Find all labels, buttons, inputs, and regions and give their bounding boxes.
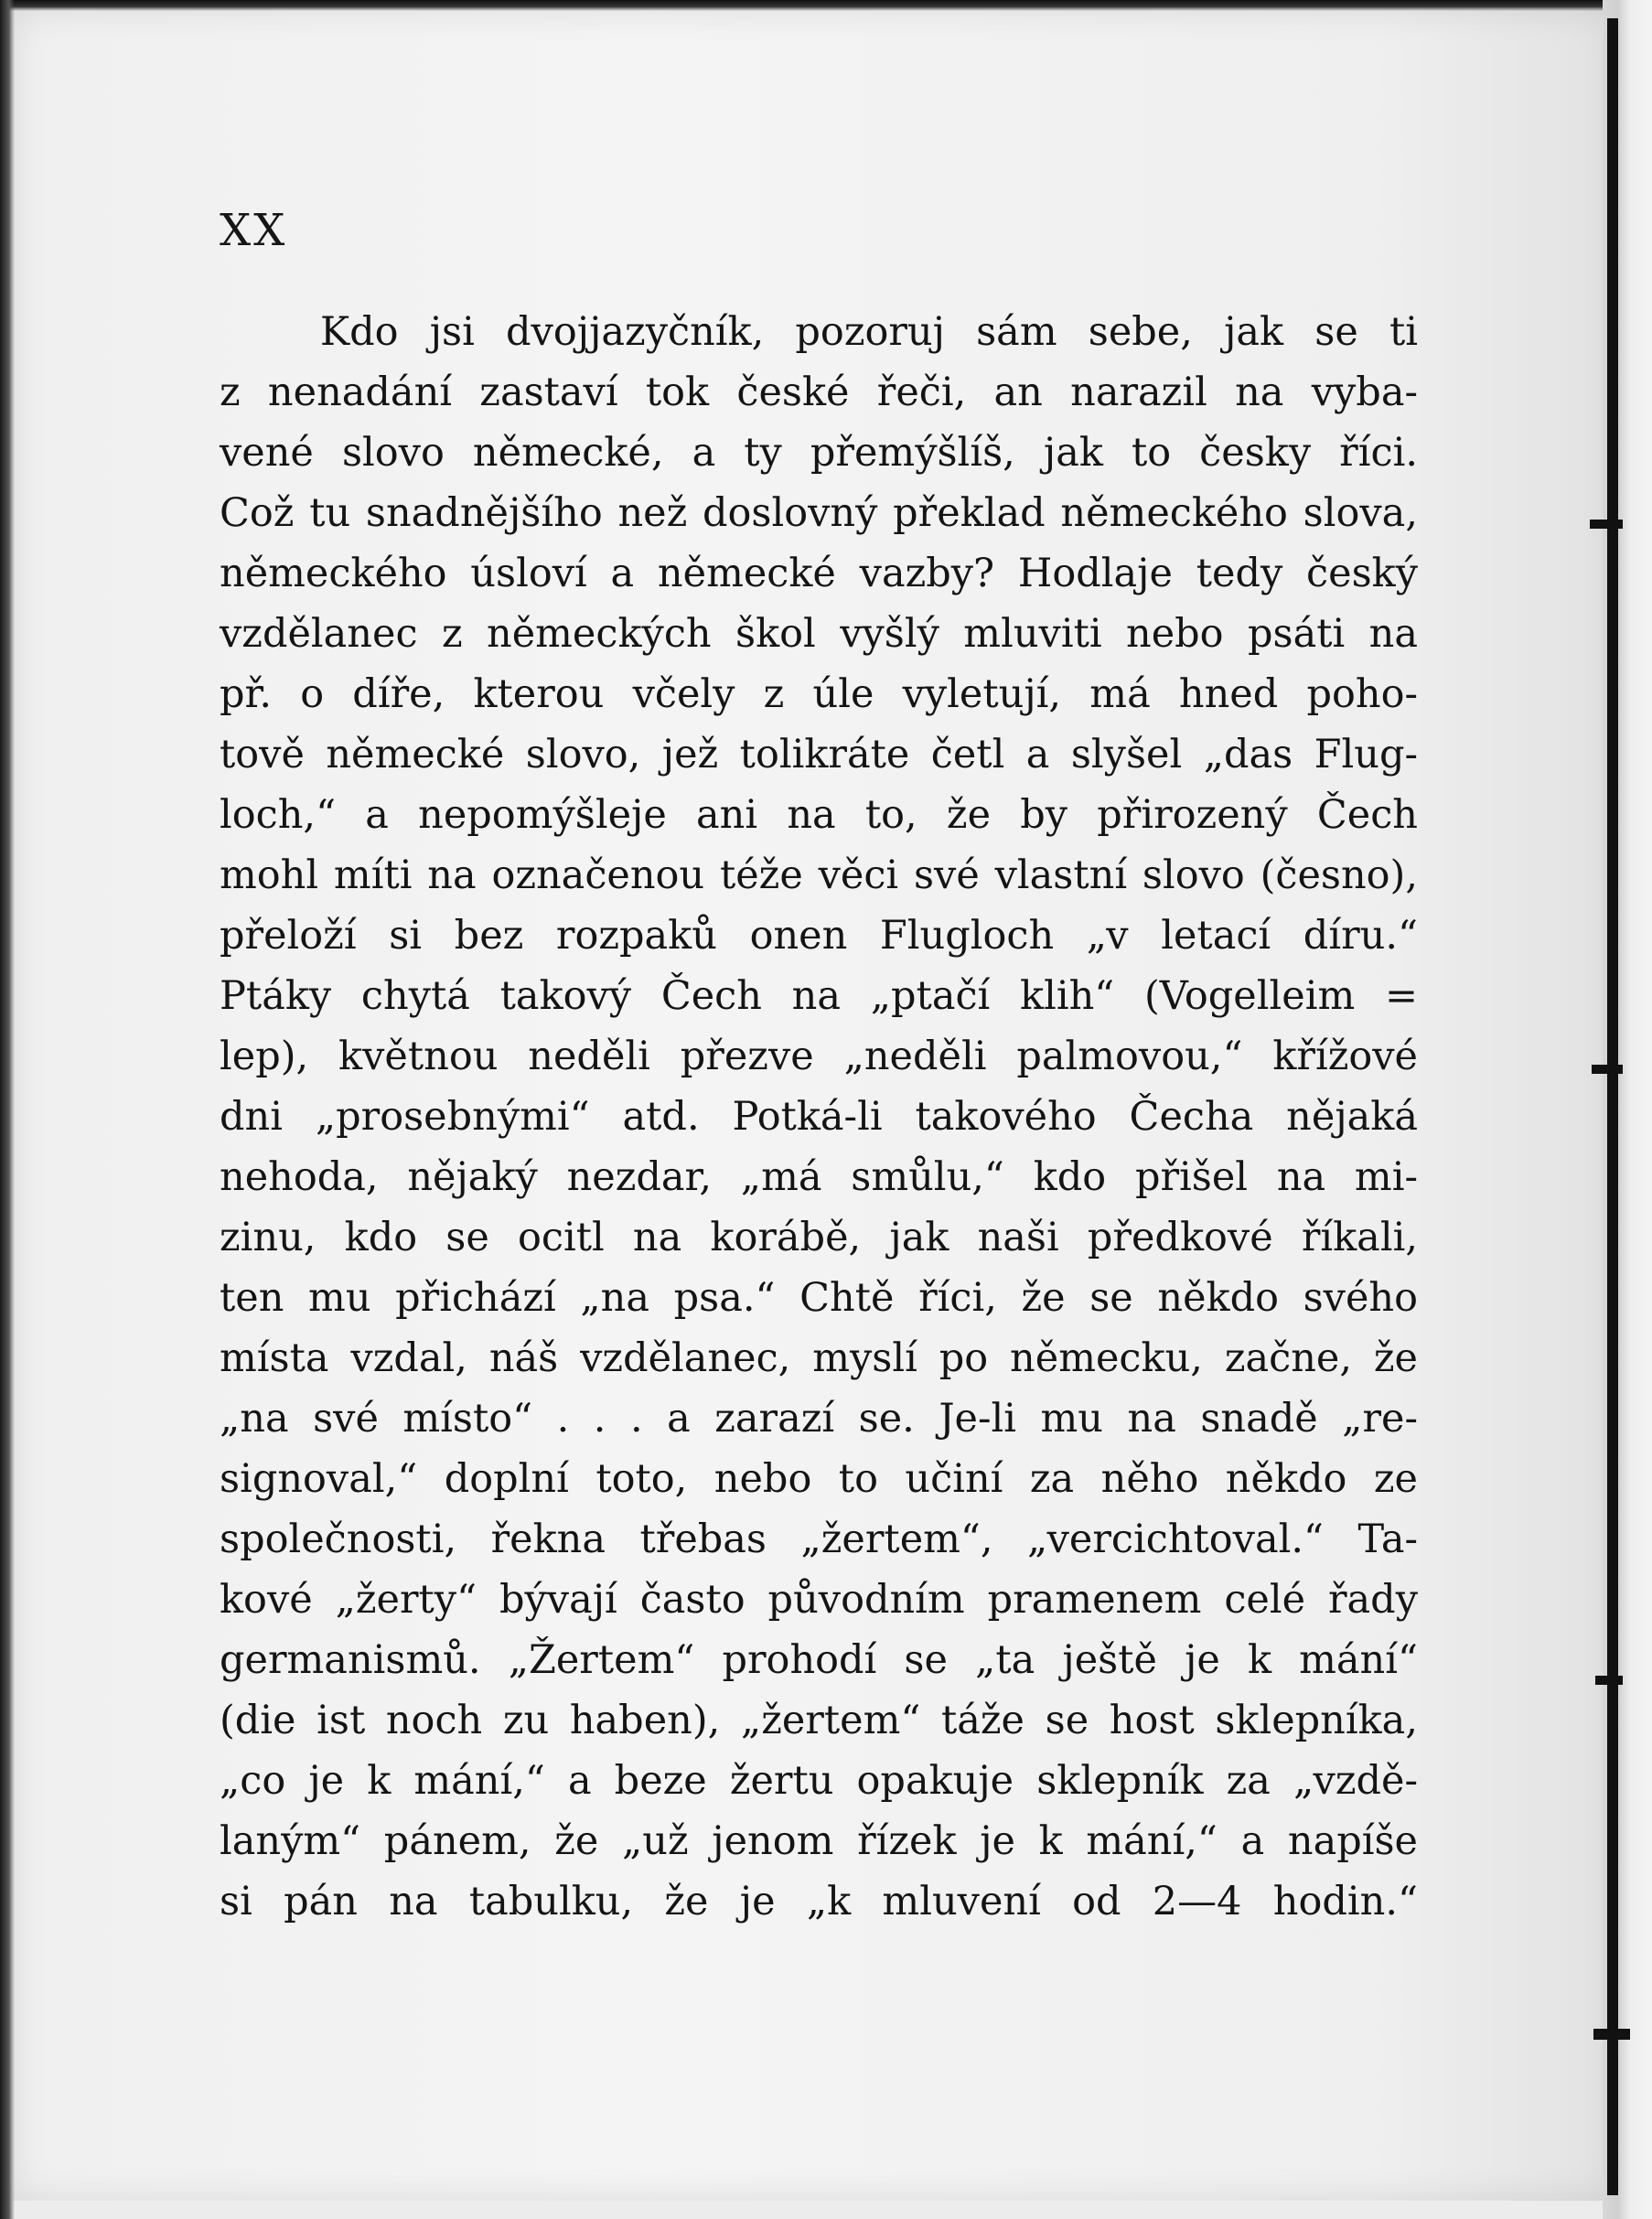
scan-left-edge xyxy=(0,0,15,2219)
text-line: ten mu přichází „na psa.“ Chtě říci, že se někdo svého xyxy=(220,1275,1418,1321)
text-line: germanismů. „Žertem“ prohodí se „ta ještě je k mání“ xyxy=(220,1637,1418,1683)
text-line: Kdo jsi dvojjazyčník, pozoruj sám sebe, jak se ti xyxy=(320,309,1418,355)
text-line: společnosti, řekna třebas „žertem“, „vercichtoval.“ Ta- xyxy=(220,1517,1418,1562)
spine-notch xyxy=(1592,1065,1623,1074)
text-line: zinu, kdo se ocitl na korábě, jak naši předkové říkali, xyxy=(220,1215,1418,1260)
text-line: z nenadání zastaví tok české řeči, an narazil na vyba- xyxy=(220,370,1418,415)
text-line: (die ist noch zu haben), „žertem“ táže se host sklepníka, xyxy=(220,1698,1418,1743)
text-line: přeloží si bez rozpaků onen Flugloch „v letací díru.“ xyxy=(220,913,1418,959)
text-line: nehoda, nějaký nezdar, „má smůlu,“ kdo přišel na mi- xyxy=(220,1154,1418,1200)
text-line: př. o díře, kterou včely z úle vyletují, má hned poho- xyxy=(220,671,1418,717)
text-line: kové „žerty“ bývají často původním pramenem celé řady xyxy=(220,1577,1418,1623)
text-line: si pán na tabulku, že je „k mluvení od 2—4 hodin.“ xyxy=(220,1879,1418,1924)
text-line: německého úsloví a německé vazby? Hodlaje tedy český xyxy=(220,551,1418,596)
page-number: XX xyxy=(220,205,288,256)
spine-notch xyxy=(1590,520,1623,529)
text-line: lep), květnou neděli přezve „neděli palmovou,“ křížové xyxy=(220,1034,1418,1079)
spine-rule xyxy=(1607,18,1618,2195)
text-line: mohl míti na označenou téže věci své vlastní slovo (česno), xyxy=(220,852,1418,898)
text-line: signoval,“ doplní toto, nebo to učiní za něho někdo ze xyxy=(220,1456,1418,1502)
text-line: „co je k mání,“ a beze žertu opakuje sklepník za „vzdě- xyxy=(220,1758,1418,1804)
scan-top-edge xyxy=(0,0,1652,11)
text-line: laným“ pánem, že „už jenom řízek je k mání,“ a napíše xyxy=(220,1818,1418,1864)
text-line: Což tu snadnějšího než doslovný překlad německého slova, xyxy=(220,490,1418,536)
text-line: tově německé slovo, jež tolikráte četl a slyšel „das Flug- xyxy=(220,732,1418,777)
text-line: vené slovo německé, a ty přemýšlíš, jak to česky říci. xyxy=(220,430,1418,476)
text-line: loch,“ a nepomýšleje ani na to, že by přirozený Čech xyxy=(220,792,1418,838)
text-line: místa vzdal, náš vzdělanec, myslí po německu, začne, že xyxy=(220,1335,1418,1381)
text-line: „na své místo“ . . . a zarazí se. Je-li mu na snadě „re- xyxy=(220,1396,1418,1442)
spine-notch xyxy=(1593,2029,1630,2040)
body-paragraph xyxy=(220,302,1418,1932)
text-line: Ptáky chytá takový Čech na „ptačí klih“ (Vogelleim = xyxy=(220,973,1418,1019)
text-line: dni „prosebnými“ atd. Potká-li takového Čecha nějaká xyxy=(220,1094,1418,1140)
spine-notch xyxy=(1595,1676,1623,1685)
text-line: vzdělanec z německých škol vyšlý mluviti nebo psáti na xyxy=(220,611,1418,657)
